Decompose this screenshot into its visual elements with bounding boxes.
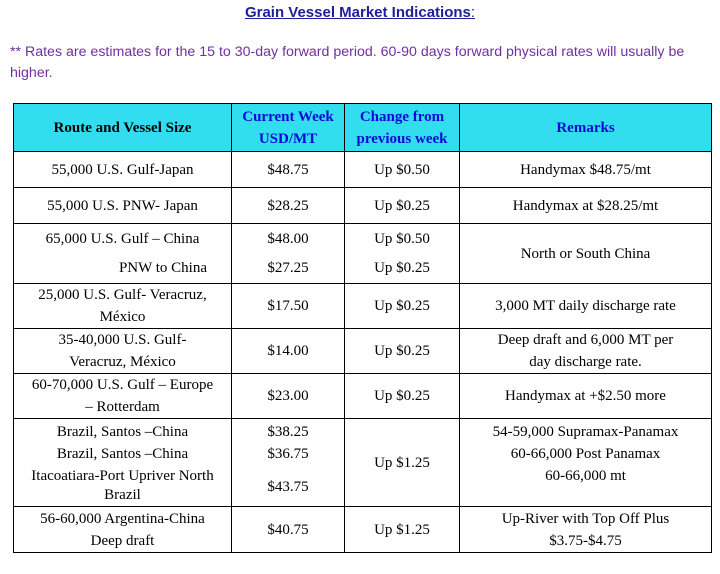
header-route: Route and Vessel Size — [14, 104, 232, 152]
remarks-line: 54-59,000 Supramax-Panamax — [492, 424, 679, 440]
route-line: Brazil — [104, 487, 141, 503]
remarks-line: day discharge rate. — [529, 354, 642, 370]
route-cell — [14, 374, 232, 419]
remarks-cell: Handymax $48.75/mt — [460, 152, 712, 188]
route-line: Deep draft — [90, 532, 155, 549]
table-row — [14, 374, 712, 419]
route-line: 25,000 U.S. Gulf- Veracruz, — [38, 287, 207, 303]
rate-cell — [232, 419, 345, 507]
route-cell: 65,000 U.S. Gulf – China — [14, 224, 232, 254]
route-line: Itacoatiara-Port Upriver North — [31, 468, 214, 484]
header-current-line1: Current Week — [242, 108, 334, 125]
rate-cell: $28.25 — [232, 188, 345, 224]
route-line: 56-60,000 Argentina-China — [40, 510, 205, 527]
route-cell — [14, 329, 232, 374]
remarks-cell — [460, 507, 712, 553]
route-line: México — [99, 309, 146, 325]
table-row — [14, 188, 712, 224]
change-cell: Up $0.25 — [345, 188, 460, 224]
header-change — [345, 104, 460, 152]
route-cell — [14, 284, 232, 329]
route-line: 35-40,000 U.S. Gulf- — [58, 332, 187, 348]
change-cell: Up $0.25 — [345, 254, 460, 284]
rate-cell: $23.00 — [232, 374, 345, 419]
remarks-line: 60-66,000 mt — [545, 468, 626, 484]
route-line: – Rotterdam — [85, 399, 160, 415]
remarks-cell: Handymax at +$2.50 more — [460, 374, 712, 419]
change-cell: Up $0.50 — [345, 152, 460, 188]
rate-cell: $48.75 — [232, 152, 345, 188]
header-current-line2: USD/MT — [258, 130, 318, 147]
rate-cell: $27.25 — [232, 254, 345, 284]
route-line: 60-70,000 U.S. Gulf – Europe — [31, 377, 214, 393]
rate-cell: $17.50 — [232, 284, 345, 329]
remarks-cell — [460, 419, 712, 507]
page-title-text: Grain Vessel Market Indications — [244, 4, 471, 21]
rates-note: ** Rates are estimates for the 15 to 30-day forward period. 60-90 days forward physical rates will usually be higher. — [10, 44, 685, 81]
remarks-line: Deep draft and 6,000 MT per — [497, 332, 674, 348]
rate-line: $38.25 — [267, 424, 309, 440]
route-cell — [14, 254, 232, 284]
route-line: Brazil, Santos –China — [56, 424, 189, 440]
rate-cell: $48.00 — [232, 224, 345, 254]
remarks-cell: North or South China — [460, 224, 712, 284]
change-cell: Up $0.25 — [345, 284, 460, 329]
remarks-line: 60-66,000 Post Panamax — [510, 446, 661, 462]
rate-cell: $14.00 — [232, 329, 345, 374]
rate-cell: $40.75 — [232, 507, 345, 553]
page-title — [0, 4, 720, 21]
route-cell: 55,000 U.S. Gulf-Japan — [14, 152, 232, 188]
table-row — [14, 284, 712, 329]
remarks-line: $3.75-$4.75 — [549, 532, 622, 549]
header-change-line2: previous week — [356, 130, 448, 147]
route-cell: 55,000 U.S. PNW- Japan — [14, 188, 232, 224]
table-row — [14, 152, 712, 188]
table-row — [14, 224, 712, 254]
rate-line: $43.75 — [267, 479, 309, 495]
remarks-line: Up-River with Top Off Plus — [501, 510, 670, 527]
table-row — [14, 329, 712, 374]
route-cell — [14, 507, 232, 553]
remarks-cell: Handymax at $28.25/mt — [460, 188, 712, 224]
route-pnw-china: PNW to China — [118, 260, 207, 277]
table-row — [14, 507, 712, 553]
rate-line: $36.75 — [267, 446, 309, 462]
change-cell: Up $0.25 — [345, 329, 460, 374]
header-change-line1: Change from — [359, 108, 445, 125]
header-current-week — [232, 104, 345, 152]
table-row — [14, 419, 712, 507]
route-cell — [14, 419, 232, 507]
header-remarks: Remarks — [460, 104, 712, 152]
table-header-row — [14, 104, 712, 152]
vessel-rates-table — [13, 103, 712, 553]
remarks-cell: 3,000 MT daily discharge rate — [460, 284, 712, 329]
route-line: Brazil, Santos –China — [56, 446, 189, 462]
change-cell: Up $0.25 — [345, 374, 460, 419]
change-cell: Up $1.25 — [345, 419, 460, 507]
page-title-colon: : — [470, 4, 476, 21]
route-line: Veracruz, México — [69, 354, 176, 370]
remarks-cell — [460, 329, 712, 374]
change-cell: Up $0.50 — [345, 224, 460, 254]
change-cell: Up $1.25 — [345, 507, 460, 553]
